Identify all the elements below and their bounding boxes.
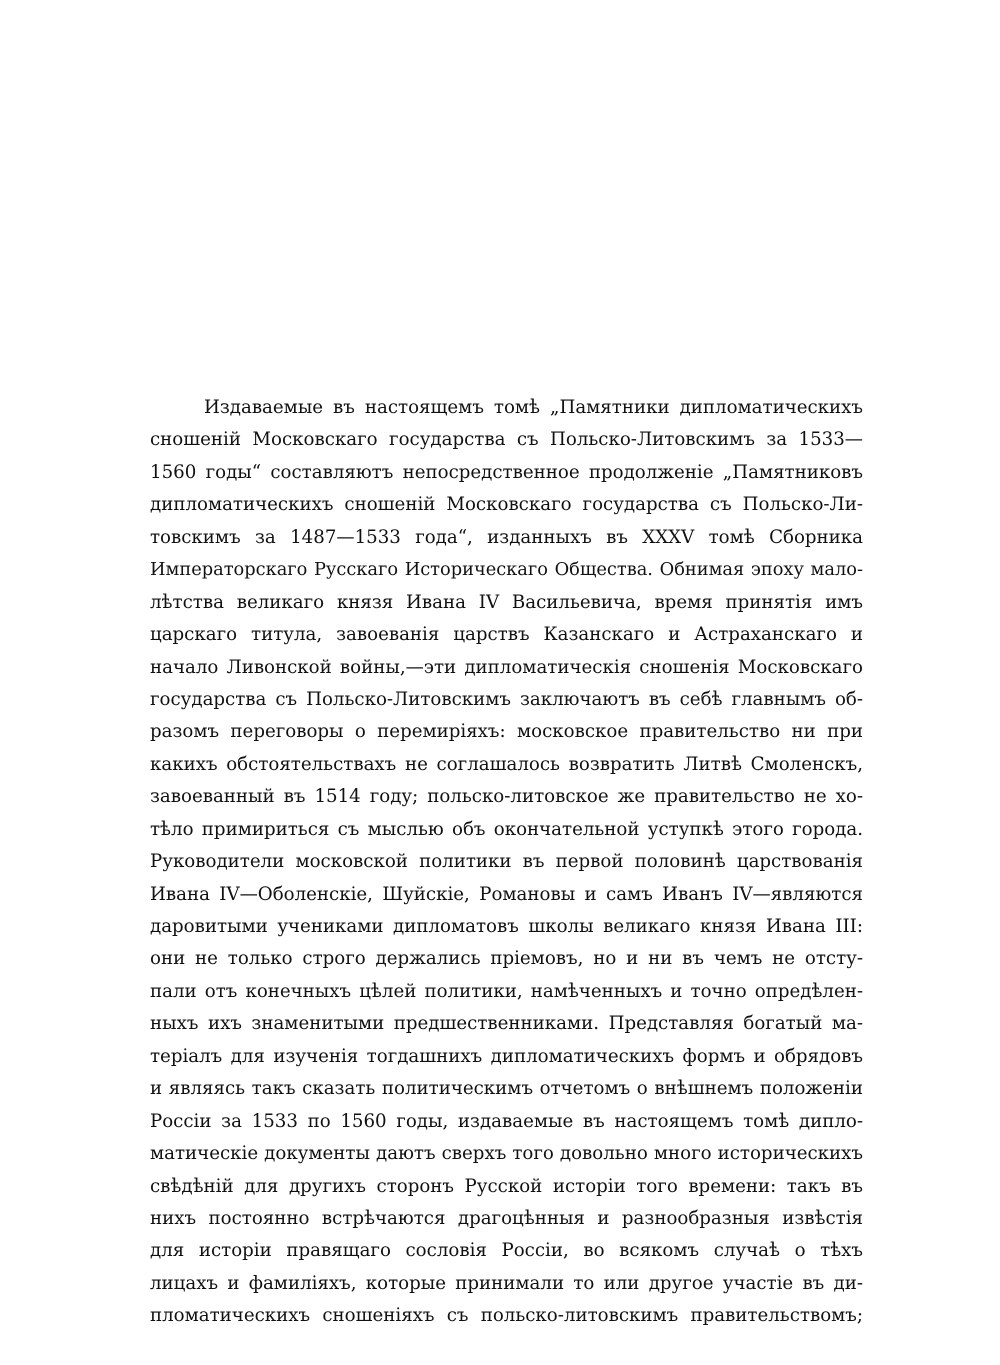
paragraph-line: даровитыми учениками дипломатовъ школы великаго князя Ивана III: — [150, 916, 863, 937]
paragraph-line: Издаваемые въ настоящемъ томѣ „Памятники дипломатическихъ — [204, 397, 863, 418]
paragraph-line: какихъ обстоятельствахъ не соглашалось возвратить Литвѣ Смоленскъ, — [150, 753, 863, 775]
paragraph-line: для исторіи правящаго сословія Россіи, во всякомъ случаѣ о тѣхъ — [150, 1240, 863, 1262]
paragraph-line: свѣдѣній для другихъ сторонъ Русской исторіи того времени: такъ въ — [150, 1175, 863, 1197]
paragraph-line: сношеній Московскаго государства съ Польско-Литовскимъ за 1533— — [150, 429, 863, 451]
paragraph-line: разомъ переговоры о перемиріяхъ: московское правительство ни при — [150, 721, 863, 743]
paragraph-line: пали отъ конечныхъ цѣлей политики, намѣченныхъ и точно опредѣлен- — [150, 980, 863, 1002]
paragraph-line: нихъ постоянно встрѣчаются драгоцѣнныя и разнообразныя извѣстія — [150, 1207, 863, 1229]
paragraph-line: 1560 годы“ составляютъ непосредственное продолженіе „Памятниковъ — [150, 461, 863, 483]
paragraph-line: дипломатическихъ сношеній Московскаго государства съ Польско-Ли- — [150, 494, 863, 516]
paragraph-line: они не только строго держались пріемовъ, но и ни въ чемъ не отсту- — [150, 948, 863, 970]
paragraph-line: лицахъ и фамиліяхъ, которые принимали то или другое участіе въ ди- — [150, 1272, 863, 1294]
paragraph-line: государства съ Польско-Литовскимъ заключаютъ въ себѣ главнымъ об- — [150, 688, 863, 710]
paragraph-line: лѣтства великаго князя Ивана IV Васильевича, время принятія имъ — [150, 591, 863, 613]
paragraph-line: Россіи за 1533 по 1560 годы, издаваемые въ настоящемъ томѣ дипло- — [150, 1110, 863, 1132]
paragraph-line: пломатическихъ сношеніяхъ съ польско-литовскимъ правительствомъ; — [150, 1305, 863, 1327]
paragraph-line: матическіе документы даютъ сверхъ того довольно много историческихъ — [150, 1143, 863, 1165]
paragraph — [150, 392, 863, 1333]
paragraph-line: завоеванный въ 1514 году; польско-литовское же правительство не хо- — [150, 786, 863, 808]
paragraph-line: товскимъ за 1487—1533 года“, изданныхъ въ XXXV томѣ Сборника — [150, 526, 863, 548]
paragraph-line: теріалъ для изученія тогдашнихъ дипломатическихъ формъ и обрядовъ — [150, 1045, 863, 1067]
paragraph-line: Руководители московской политики въ первой половинѣ царствованія — [150, 851, 863, 873]
paragraph-line: начало Ливонской войны,—эти дипломатическія сношенія Московскаго — [150, 656, 863, 678]
paragraph-line: ныхъ ихъ знаменитыми предшественниками. Представляя богатый ма- — [150, 1013, 863, 1035]
paragraph-line: Императорскаго Русскаго Историческаго Общества. Обнимая эпоху мало- — [150, 559, 863, 581]
paragraph-line: и являясь такъ сказать политическимъ отчетомъ о внѣшнемъ положеніи — [150, 1078, 863, 1100]
paragraph-line: Ивана IV—Оболенскіе, Шуйскіе, Романовы и самъ Иванъ IV—являются — [150, 883, 863, 905]
paragraph-line: тѣло примириться съ мыслью объ окончательной уступкѣ этого города. — [150, 818, 863, 840]
paragraph-line: царскаго титула, завоеванія царствъ Казанскаго и Астраханскаго и — [150, 624, 863, 646]
